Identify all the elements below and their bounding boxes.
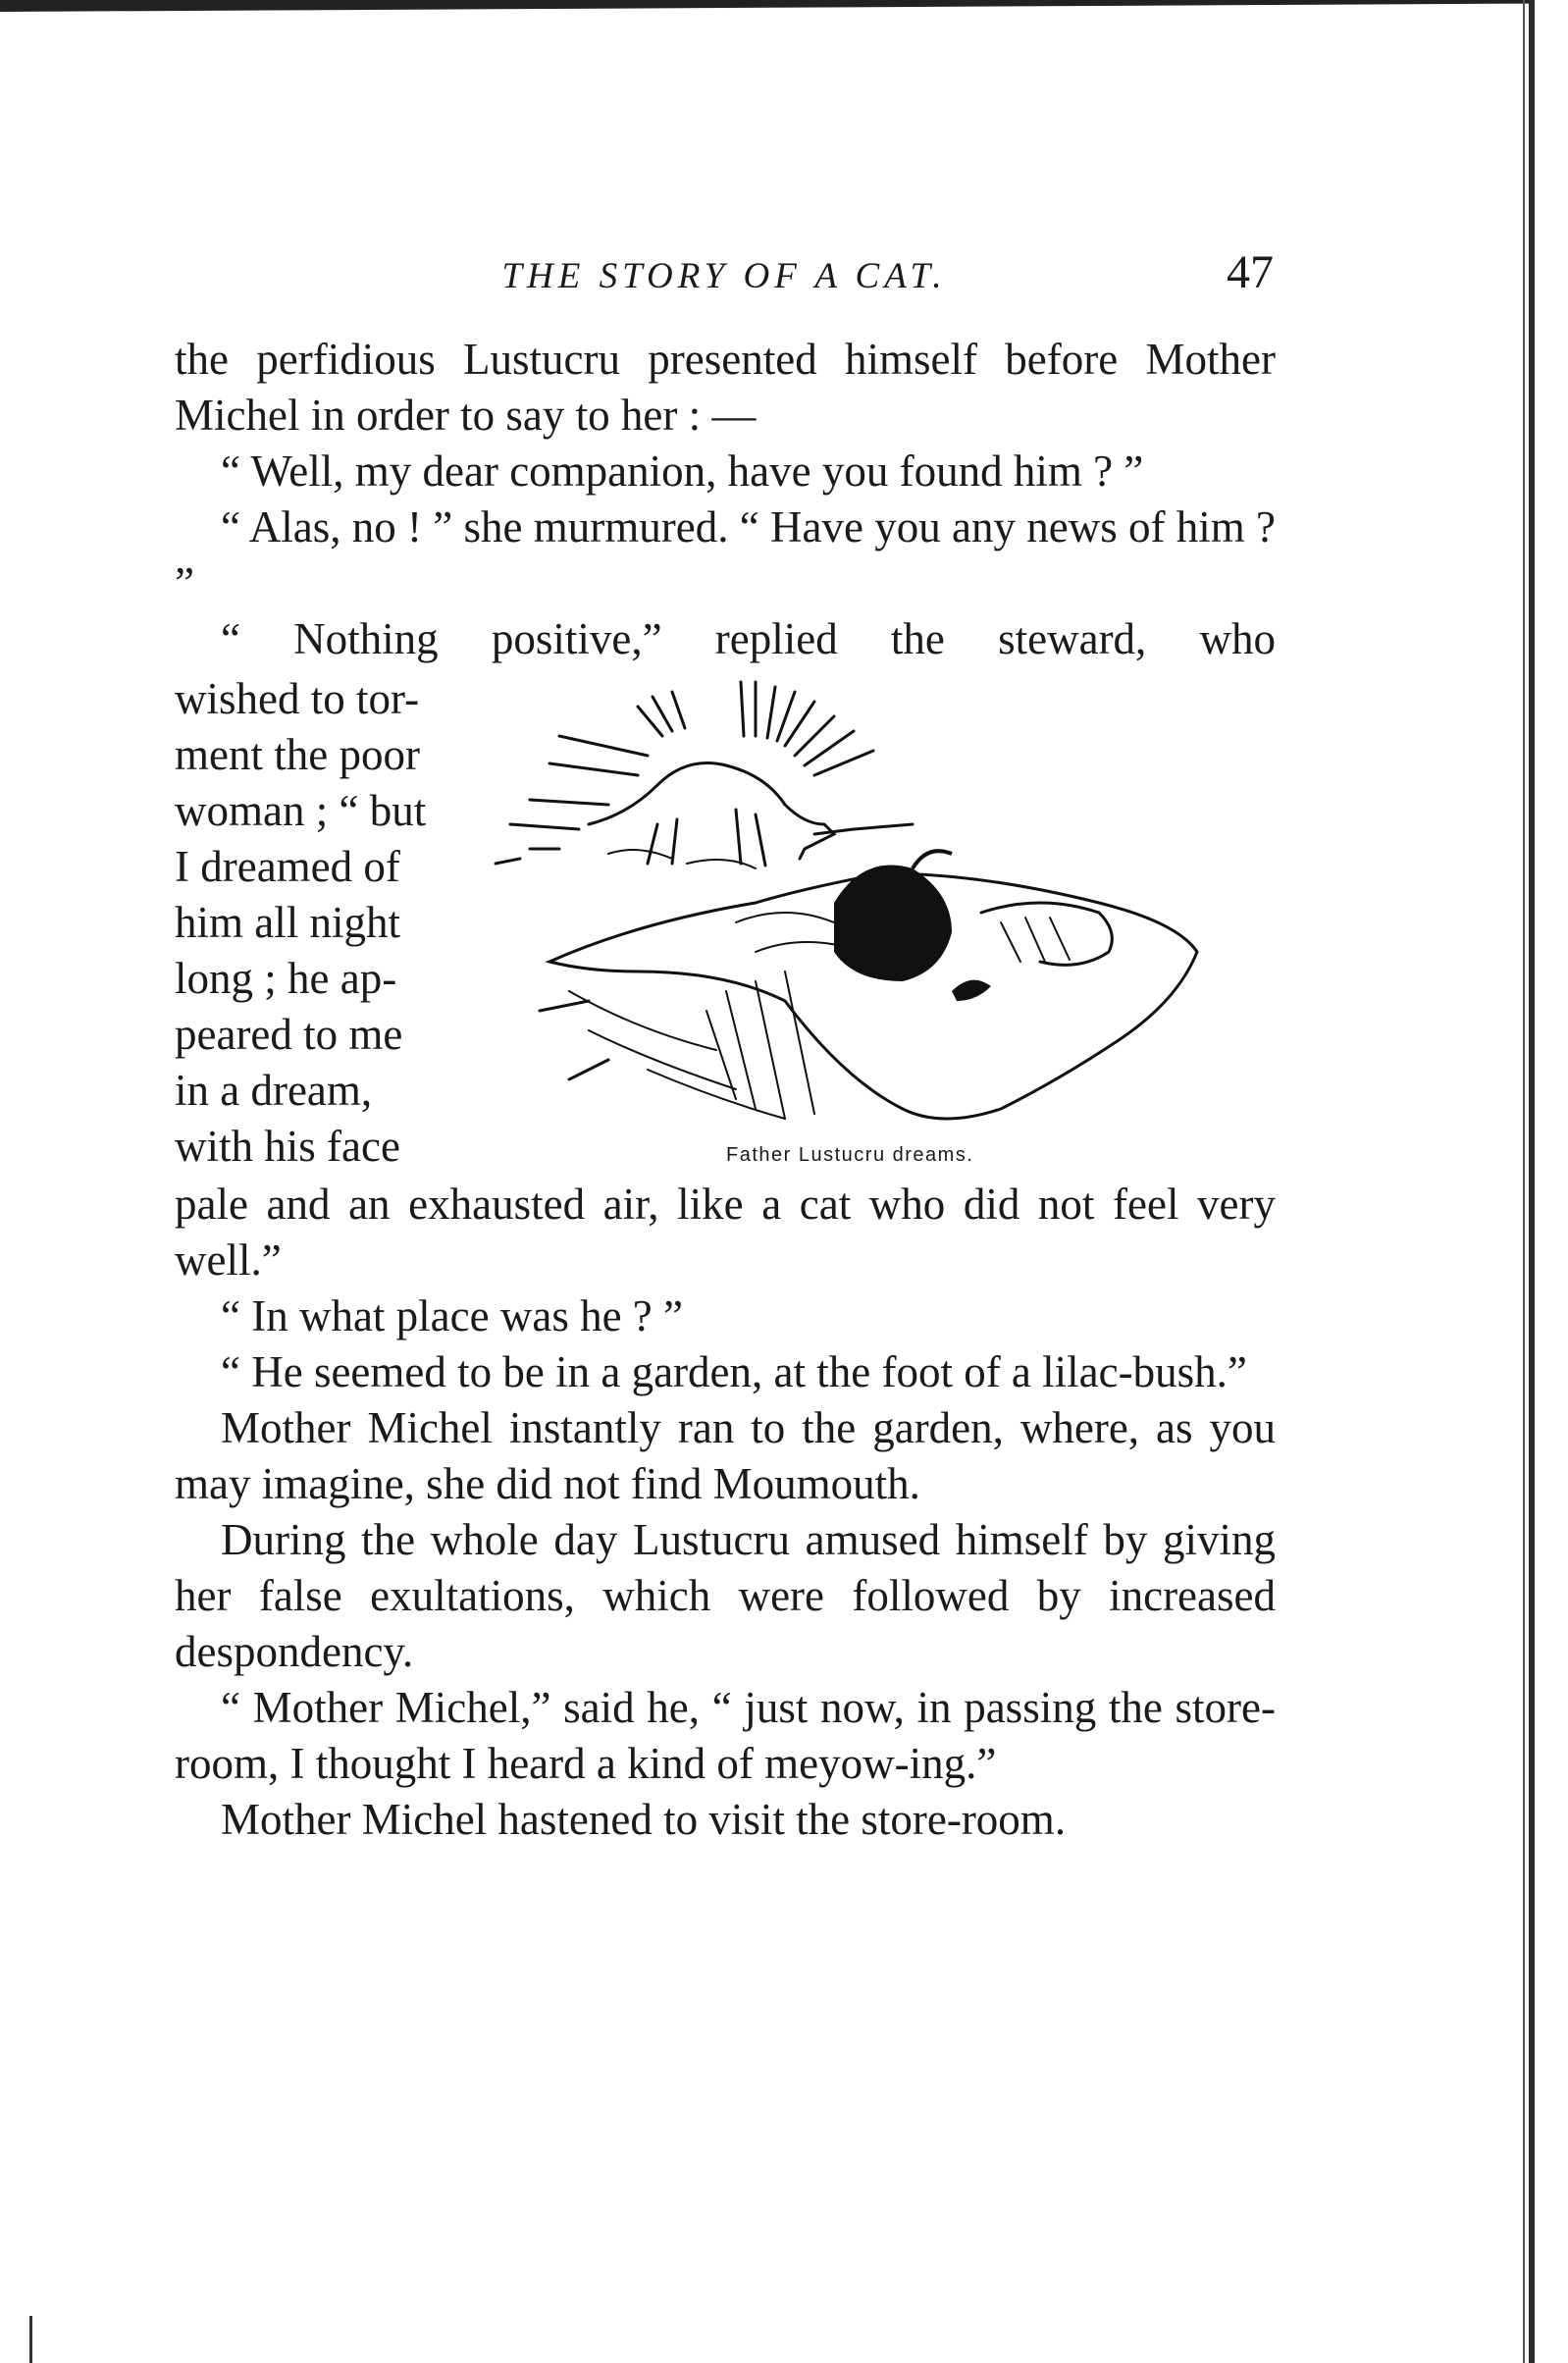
paragraph: the perfidious Lustucru presented himself before Mother Michel in order to say to her : —	[175, 335, 1276, 440]
wrapped-line: with his face	[175, 1122, 400, 1171]
paragraph: “ Alas, no ! ” she murmured. “ Have you any news of him ? ”	[175, 502, 1276, 607]
wrapped-line: woman ; “ but	[175, 786, 427, 835]
wrapped-line: wished to tor-	[175, 674, 420, 723]
paragraph: During the whole day Lustucru amused himself by giving her false exultations, which were followed by increased despondency.	[175, 1515, 1276, 1676]
body-text-top	[175, 332, 1276, 667]
page-number: 47	[1227, 246, 1274, 298]
page-edge-right	[1529, 0, 1535, 2363]
running-header	[175, 245, 1274, 304]
page-edge-right-inner	[1523, 0, 1525, 2363]
paragraph: “ In what place was he ? ”	[221, 1291, 684, 1340]
illustration-drawing	[491, 677, 1276, 1143]
paragraph: pale and an exhausted air, like a cat who did not feel very well.”	[175, 1180, 1276, 1285]
paragraph: “ Mother Michel,” said he, “ just now, in passing the store-room, I thought I heard a kind of meyow-ing.”	[175, 1683, 1276, 1788]
running-title: THE STORY OF A CAT.	[501, 256, 947, 296]
paragraph: Mother Michel instantly ran to the garden, where, as you may imagine, she did not find Moumouth.	[175, 1403, 1276, 1508]
figure-caption: Father Lustucru dreams.	[726, 1144, 974, 1166]
wrapped-line: ment the poor	[175, 730, 420, 779]
wrapped-line: long ; he ap-	[175, 954, 397, 1003]
wrapped-line: him all night	[175, 898, 400, 947]
wrapped-line: peared to me	[175, 1010, 403, 1059]
paragraph: “ Nothing positive,” replied the steward, who	[221, 614, 1276, 663]
paragraph: “ Well, my dear companion, have you found him ? ”	[221, 446, 1144, 496]
page-edge-top	[0, 0, 1531, 12]
paragraph: Mother Michel hastened to visit the store-room.	[221, 1795, 1067, 1844]
wrapped-text-column	[175, 671, 459, 1175]
wrapped-line: in a dream,	[175, 1066, 373, 1115]
body-text-bottom	[175, 1177, 1276, 1848]
illustration-father-lustucru-dreams	[491, 677, 1276, 1143]
wrapped-line: I dreamed of	[175, 842, 400, 891]
paragraph: “ He seemed to be in a garden, at the foot of a lilac-bush.”	[221, 1347, 1247, 1396]
page-edge-mark	[29, 2316, 32, 2363]
